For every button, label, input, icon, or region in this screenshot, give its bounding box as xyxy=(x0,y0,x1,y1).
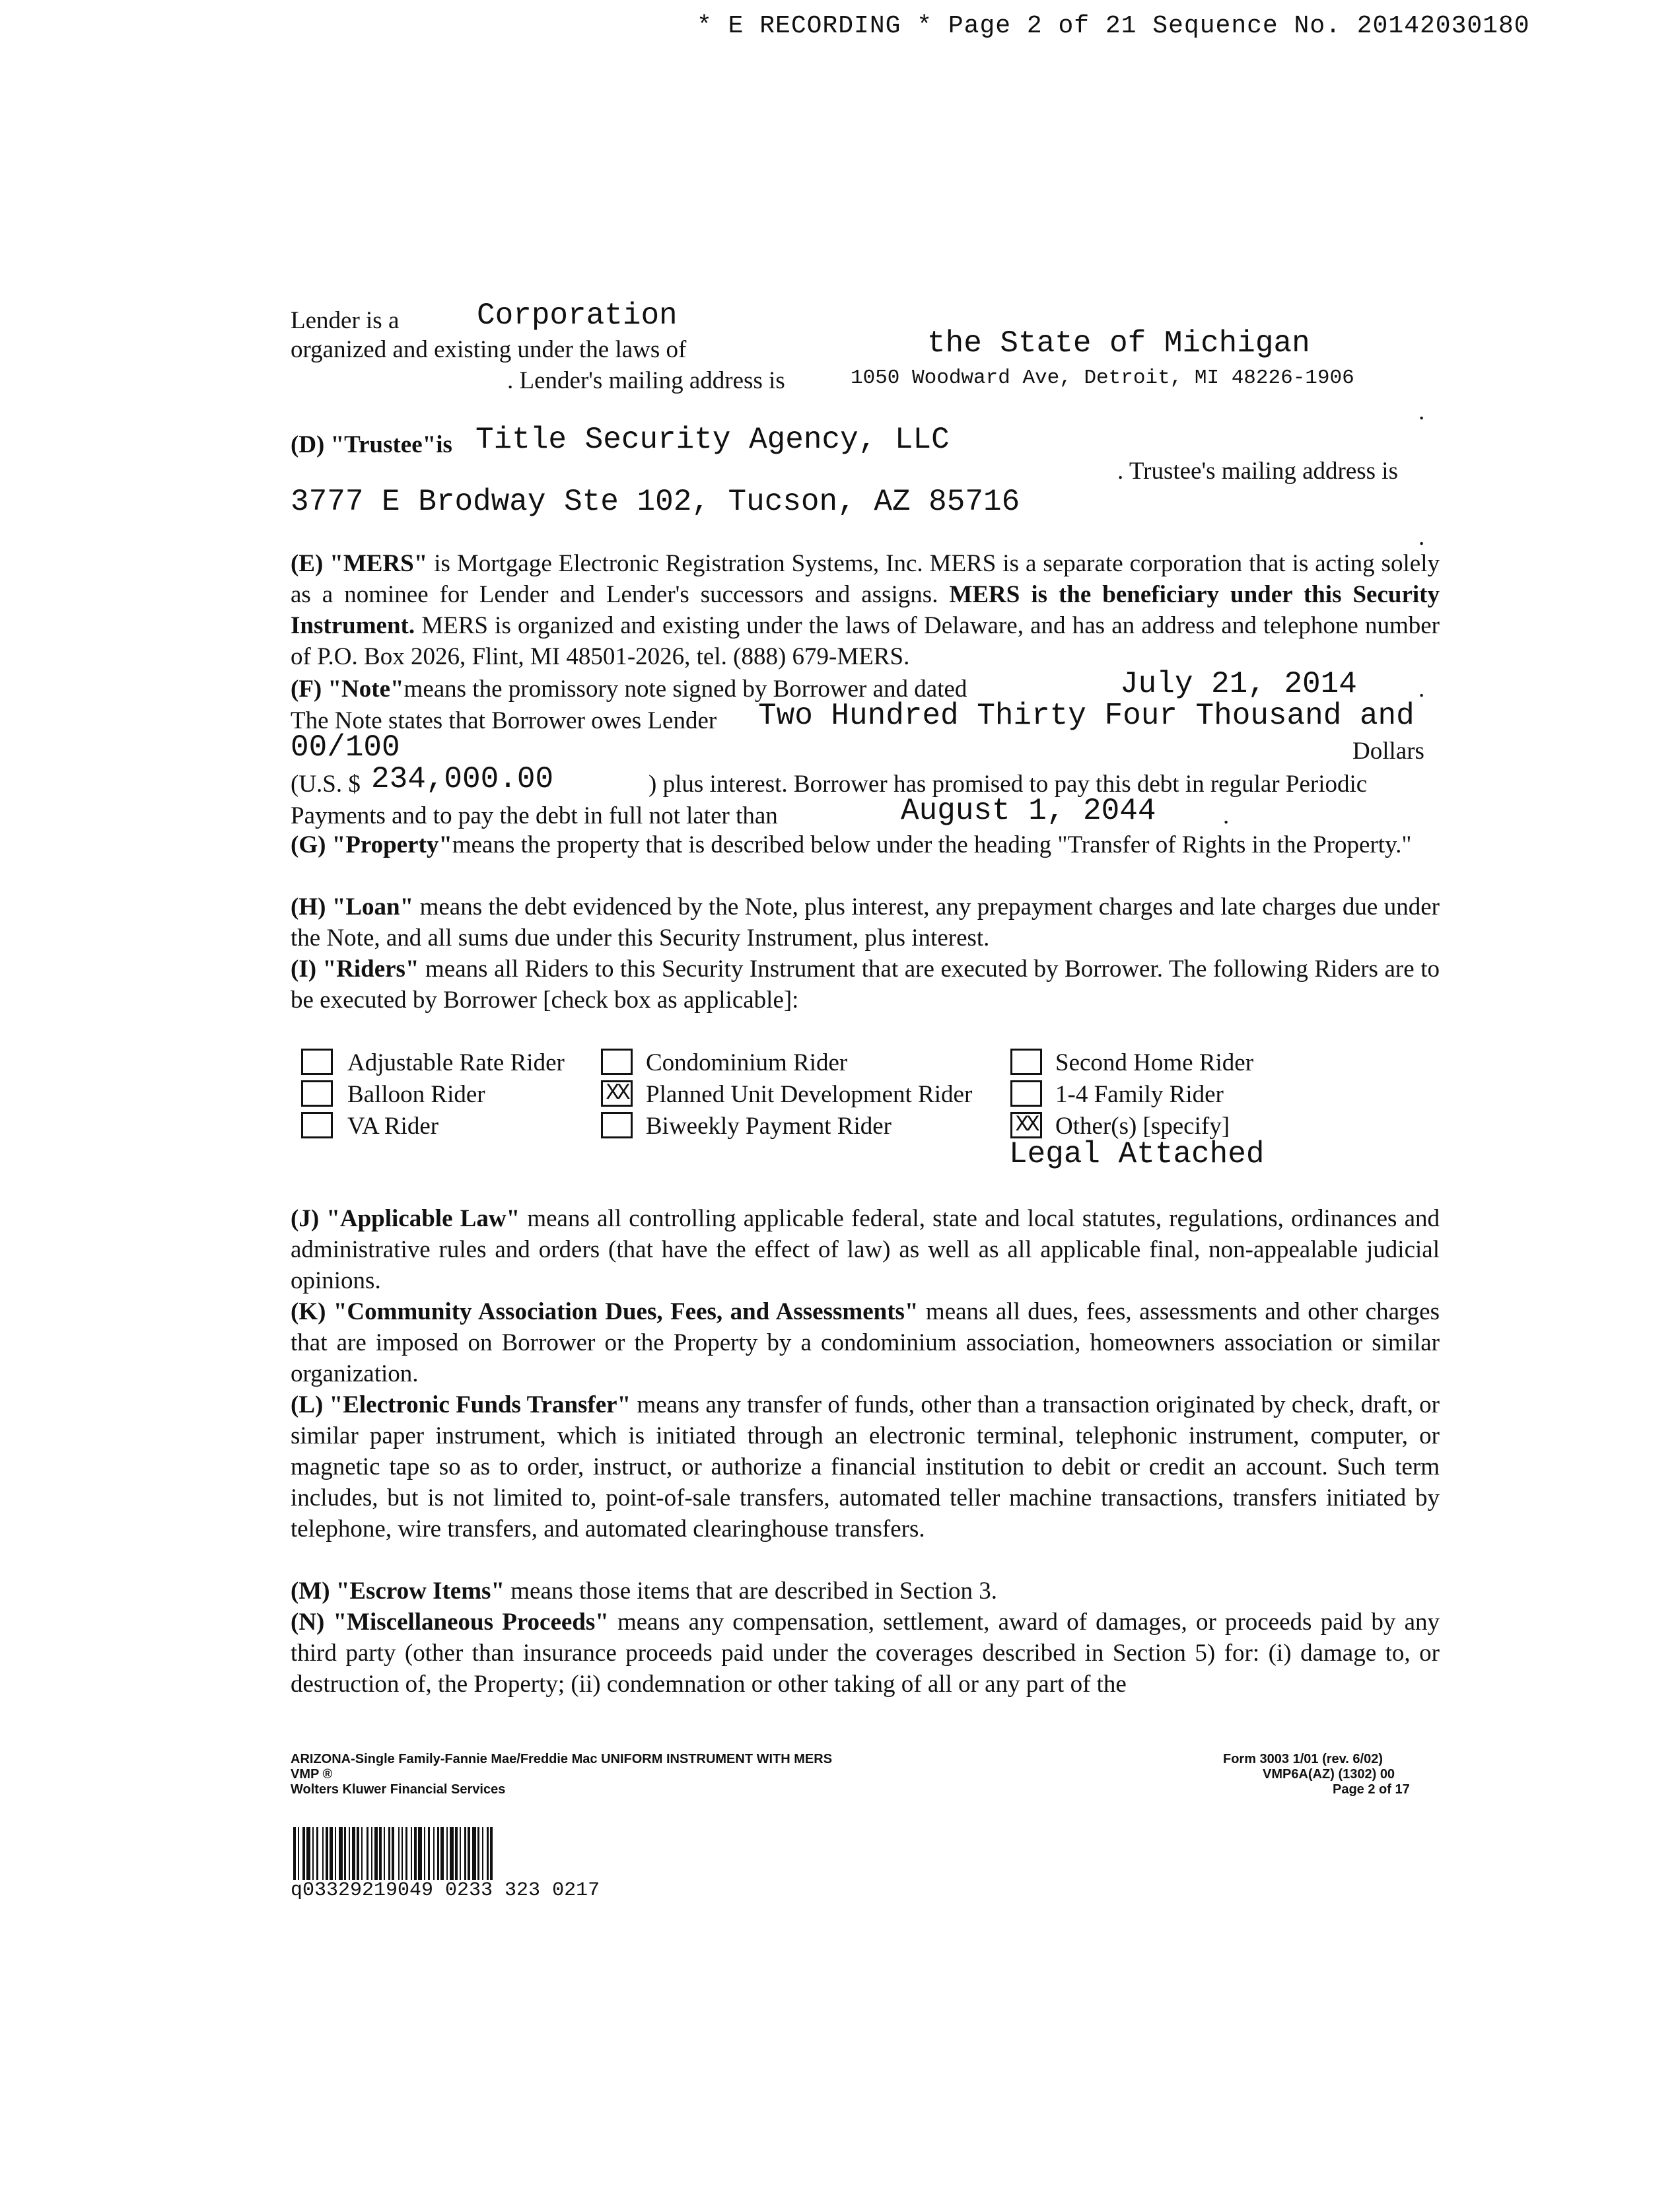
footer-form-title: ARIZONA-Single Family-Fannie Mae/Freddie Mac UNIFORM INSTRUMENT WITH MERS xyxy=(291,1752,833,1766)
trustee-trailing-dot: . xyxy=(1418,524,1425,551)
loan-heading: (H) "Loan" xyxy=(291,893,414,920)
loan-paragraph xyxy=(291,891,1440,954)
misc-proceeds-paragraph xyxy=(291,1607,1440,1700)
recording-header: * E RECORDING * Page 2 of 21 Sequence No. 20142030180 xyxy=(697,12,1530,40)
rider-checkbox-1-4-family[interactable] xyxy=(1010,1080,1042,1107)
note-text-1: means the promissory note signed by Borrower and dated xyxy=(403,676,967,703)
note-maturity-date: August 1, 2044 xyxy=(901,794,1156,828)
community-association-heading: (K) "Community Association Dues, Fees, and Assessments" xyxy=(291,1298,919,1325)
trustee-heading: (D) "Trustee" xyxy=(291,431,437,458)
community-association-paragraph xyxy=(291,1296,1440,1389)
mers-text-1: is Mortgage Electronic Registration Systems, Inc. MERS is a separate corporation that is acting solely as a nominee for Lender and Lender's successors and assigns. xyxy=(291,550,1440,608)
note-us-label: (U.S. $ xyxy=(291,771,361,798)
rider-label-biweekly-payment: Biweekly Payment Rider xyxy=(646,1113,892,1140)
note-date: July 21, 2014 xyxy=(1120,667,1357,701)
mers-heading: (E) "MERS" xyxy=(291,550,428,577)
barcode-image xyxy=(293,1827,736,1880)
misc-proceeds-text: means any compensation, settlement, award of damages, or proceeds paid by any third party (other than insurance proceeds paid under the coverages described in Section 5) for: (i) damage to, or destruction of, the Property; (ii) condemnation or other taking of all or any part of the xyxy=(291,1609,1440,1698)
trustee-mailing-label: . Trustee's mailing address is xyxy=(1117,458,1398,485)
note-text-3: ) plus interest. Borrower has promised to pay this debt in regular Periodic xyxy=(648,771,1368,798)
rider-checkbox-va[interactable] xyxy=(301,1112,333,1138)
riders-text: means all Riders to this Security Instrument that are executed by Borrower. The following Riders are to be executed by Borrower [check box as applicable]: xyxy=(291,955,1440,1014)
note-text-2: The Note states that Borrower owes Lender xyxy=(291,707,717,734)
note-text-4: Payments and to pay the debt in full not later than xyxy=(291,802,778,829)
rider-checkbox-adjustable-rate[interactable] xyxy=(301,1049,333,1075)
rider-label-second-home: Second Home Rider xyxy=(1055,1049,1254,1076)
lender-organized-label: organized and existing under the laws of xyxy=(291,336,687,363)
escrow-items-text: means those items that are described in Section 3. xyxy=(505,1578,997,1605)
riders-paragraph xyxy=(291,954,1440,1016)
footer-page-number: Page 2 of 17 xyxy=(1333,1782,1410,1797)
loan-text: means the debt evidenced by the Note, plus interest, any prepayment charges and late charges due under the Note, and all sums due under this Security Instrument, plus interest. xyxy=(291,893,1440,952)
footer-vmp-code: VMP6A(AZ) (1302) 00 xyxy=(1263,1767,1395,1782)
lender-is-a-label: Lender is a xyxy=(291,307,400,334)
footer-form-number: Form 3003 1/01 (rev. 6/02) xyxy=(1223,1752,1383,1766)
note-dollars: Dollars xyxy=(1352,738,1424,765)
lender-mailing-label: . Lender's mailing address is xyxy=(507,367,785,394)
property-heading: (G) "Property" xyxy=(291,831,452,858)
lender-entity-type: Corporation xyxy=(477,298,678,333)
eft-heading: (L) "Electronic Funds Transfer" xyxy=(291,1391,631,1418)
mers-text-2: MERS is organized and existing under the laws of Delaware, and has an address and telephone number of P.O. Box 2026, Flint, MI 48501-2026, tel. (888) 679-MERS. xyxy=(291,612,1440,670)
trustee-address: 3777 E Brodway Ste 102, Tucson, AZ 85716 xyxy=(291,485,1020,519)
applicable-law-paragraph xyxy=(291,1203,1440,1296)
trustee-name: Title Security Agency, LLC xyxy=(475,423,950,457)
rider-checkbox-biweekly-payment[interactable] xyxy=(601,1112,633,1138)
rider-checkbox-second-home[interactable] xyxy=(1010,1049,1042,1075)
eft-paragraph xyxy=(291,1389,1440,1545)
rider-checkbox-other[interactable]: XX xyxy=(1010,1112,1042,1138)
rider-label-va: VA Rider xyxy=(347,1113,439,1140)
applicable-law-heading: (J) "Applicable Law" xyxy=(291,1205,520,1232)
property-paragraph xyxy=(291,829,1440,860)
barcode-text: q03329219049 0233 323 0217 xyxy=(291,1879,600,1902)
mers-paragraph xyxy=(291,548,1440,672)
note-amount-words-1: Two Hundred Thirty Four Thousand and xyxy=(758,699,1415,733)
note-amount-words-2: 00/100 xyxy=(291,730,400,765)
rider-checkbox-planned-unit-development[interactable]: XX xyxy=(601,1080,633,1107)
note-maturity-dot: . xyxy=(1223,802,1230,829)
mers-beneficiary: MERS is the beneficiary under this Security Instrument. xyxy=(291,581,1440,639)
rider-label-other: Other(s) [specify] xyxy=(1055,1113,1230,1140)
note-date-dot: . xyxy=(1418,676,1425,703)
barcode-bar xyxy=(493,1827,495,1880)
rider-label-adjustable-rate: Adjustable Rate Rider xyxy=(347,1049,565,1076)
rider-label-balloon: Balloon Rider xyxy=(347,1081,485,1108)
trustee-label xyxy=(291,429,452,460)
footer-publisher: Wolters Kluwer Financial Services xyxy=(291,1782,506,1797)
riders-heading: (I) "Riders" xyxy=(291,955,419,983)
lender-trailing-dot: . xyxy=(1418,398,1425,425)
rider-label-planned-unit-development: Planned Unit Development Rider xyxy=(646,1081,973,1108)
rider-label-condominium: Condominium Rider xyxy=(646,1049,848,1076)
rider-checkbox-condominium[interactable] xyxy=(601,1049,633,1075)
lender-mailing-address: 1050 Woodward Ave, Detroit, MI 48226-1906 xyxy=(851,366,1354,390)
eft-text: means any transfer of funds, other than a transaction originated by check, draft, or similar paper instrument, which is initiated through an electronic terminal, telephonic instrument, computer, or magnetic tape so as to order, instruct, or authorize a financial institution to debit or credit an account. Such term includes, but is not limited to, point-of-sale transfers, automated teller machine transactions, transfers initiated by telephone, wire transfers, and automated clearinghouse transfers. xyxy=(291,1391,1440,1543)
rider-checkbox-balloon[interactable] xyxy=(301,1080,333,1107)
property-text: means the property that is described below under the heading "Transfer of Rights in the Property." xyxy=(452,831,1412,858)
rider-other-specify: Legal Attached xyxy=(1009,1137,1265,1171)
applicable-law-text: means all controlling applicable federal, state and local statutes, regulations, ordinances and administrative rules and orders (that have the effect of law) as well as all applicable final, non-appealable judicial opinions. xyxy=(291,1205,1440,1294)
misc-proceeds-heading: (N) "Miscellaneous Proceeds" xyxy=(291,1609,609,1636)
rider-label-1-4-family: 1-4 Family Rider xyxy=(1055,1081,1224,1108)
trustee-is: is xyxy=(436,431,452,458)
escrow-items-paragraph xyxy=(291,1576,1440,1607)
note-heading: (F) "Note" xyxy=(291,676,404,703)
note-amount: 234,000.00 xyxy=(371,762,554,796)
lender-state: the State of Michigan xyxy=(927,326,1310,361)
footer-vmp: VMP ® xyxy=(291,1767,333,1782)
community-association-text: means all dues, fees, assessments and other charges that are imposed on Borrower or the Property by a condominium association, homeowners association or similar organization. xyxy=(291,1298,1440,1387)
escrow-items-heading: (M) "Escrow Items" xyxy=(291,1578,505,1605)
